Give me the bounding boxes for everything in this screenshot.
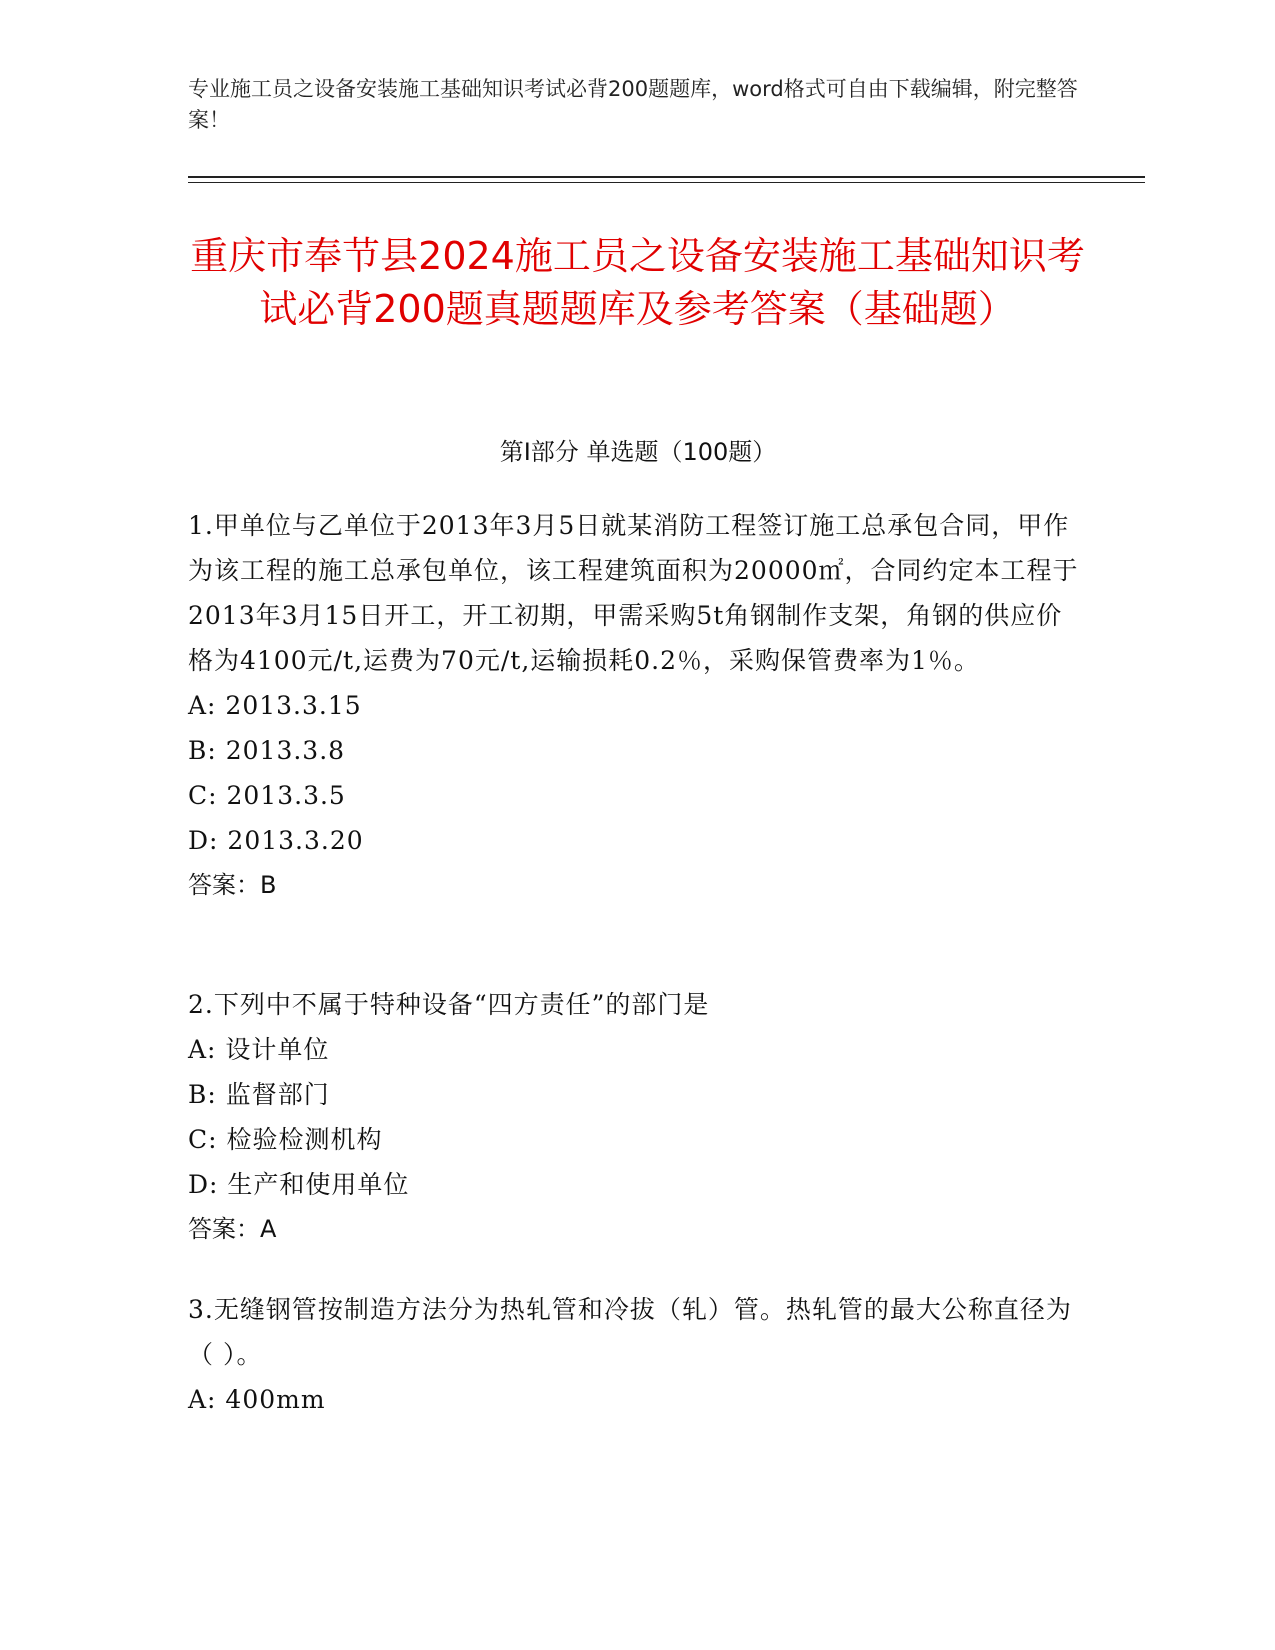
header-note: 专业施工员之设备安装施工基础知识考试必背200题题库，word格式可自由下载编辑，附完整答案！: [188, 77, 1078, 132]
answer: 答案：A: [188, 1215, 277, 1243]
section-heading: 第I部分 单选题（100题）: [499, 438, 777, 466]
option-c: C: 检验检测机构: [188, 1125, 383, 1154]
question-text: 3.无缝钢管按制造方法分为热轧管和冷拔（轧）管。热轧管的最大公称直径为（ ）。: [188, 1295, 1072, 1369]
header-divider-thick: [188, 176, 1145, 178]
option-d: D: 生产和使用单位: [188, 1170, 410, 1199]
question-text: 2.下列中不属于特种设备“四方责任”的部门是: [188, 990, 710, 1019]
option-a: A: 400mm: [188, 1385, 326, 1414]
option-b: B: 监督部门: [188, 1080, 330, 1109]
question-text: 1.甲单位与乙单位于2013年3月5日就某消防工程签订施工总承包合同，甲作为该工程的施工总承包单位，该工程建筑面积为20000㎡，合同约定本工程于2013年3月15日开工，开工初期，甲需采购5t角钢制作支架，角钢的供应价格为4100元/t,运费为70元/t,运输损耗0.2％，采购保管费率为1％。: [188, 511, 1079, 675]
option-c: C: 2013.3.5: [188, 781, 346, 810]
document-title: 重庆市奉节县2024施工员之设备安装施工基础知识考试必背200题真题题库及参考答案（基础题）: [190, 234, 1085, 331]
header-divider-thin: [188, 182, 1145, 183]
option-a: A: 设计单位: [188, 1035, 330, 1064]
answer: 答案：B: [188, 871, 277, 899]
question-1: [188, 503, 1088, 908]
question-2: [188, 982, 1088, 1252]
option-d: D: 2013.3.20: [188, 826, 364, 855]
question-3: [188, 1287, 1088, 1422]
option-a: A: 2013.3.15: [188, 691, 362, 720]
option-b: B: 2013.3.8: [188, 736, 346, 765]
